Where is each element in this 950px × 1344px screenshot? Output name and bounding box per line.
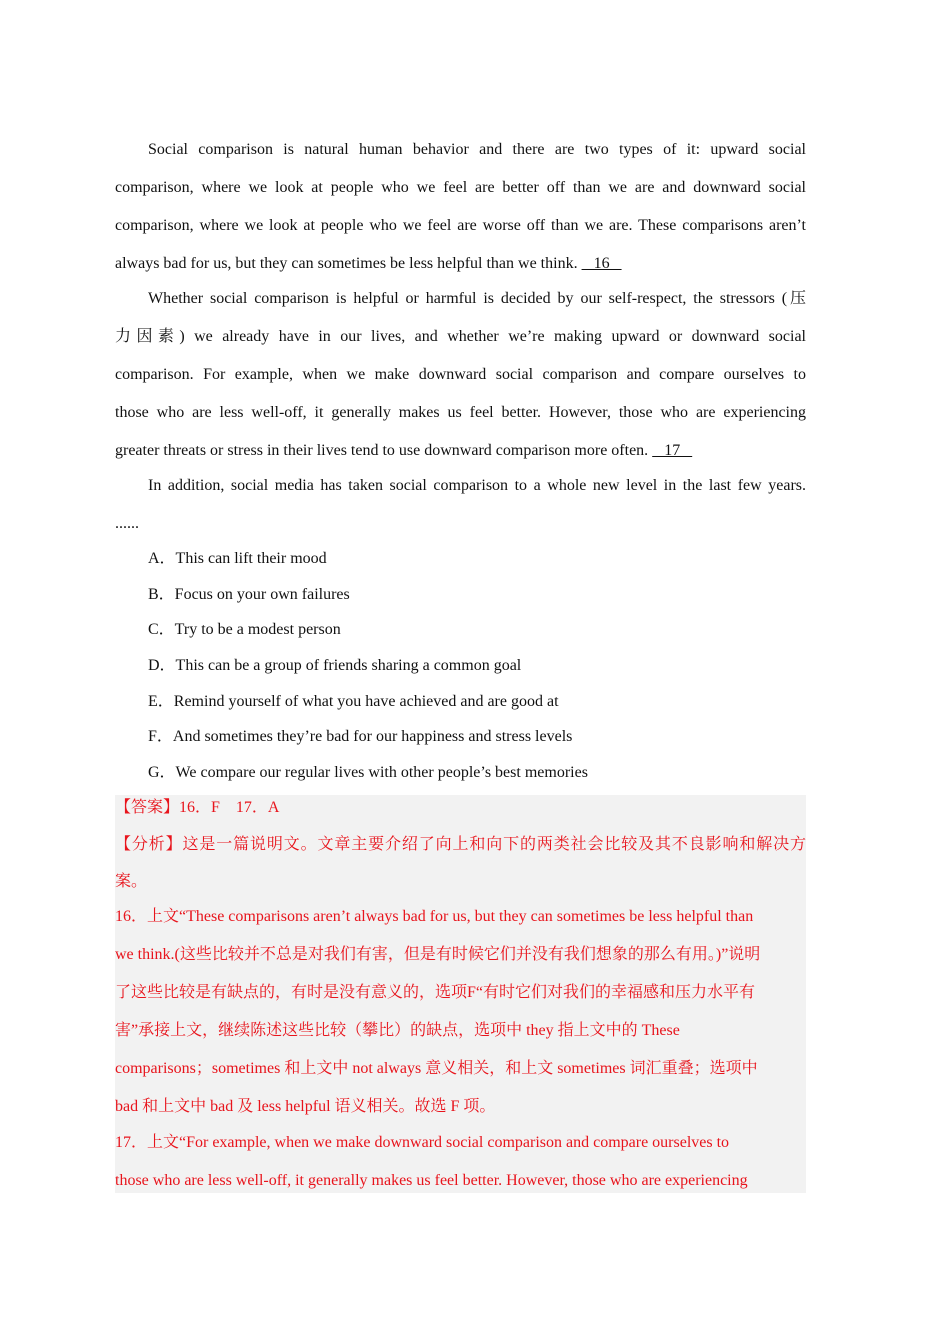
text-line [115,1132,806,1154]
line-text: G．We compare our regular lives with other people’s best memories [148,764,588,781]
line-text: comparison. For example, when we make downward social comparison and compare ourselves to [115,366,806,383]
line-text: 害”承接上文，继续陈述这些比较（攀比）的缺点，选项中 they 指上文中的 These [115,1022,680,1039]
line-text: In addition, social media has taken social comparison to a whole new level in the last few years. [148,477,806,494]
line-text: greater threats or stress in their lives tend to use downward comparison more often. [115,442,649,459]
line-text: 17．上文“For example, when we make downward social comparison and compare ourselves to [115,1134,730,1151]
text-line [115,1170,806,1192]
line-text: A．This can lift their mood [148,550,327,567]
line-text: comparison, where we look at people who we feel are worse off than we are. These comparisons aren’t [115,217,806,234]
text-line [115,513,806,535]
line-text: 力因素) we already have in our lives, and whether we’re making upward or downward social [115,328,806,345]
text-line [115,215,806,237]
text-line [148,288,806,310]
line-text: F．And sometimes they’re bad for our happiness and stress levels [148,728,573,745]
line-text: 【答案】16．F 17．A [115,799,280,816]
line-text: E．Remind yourself of what you have achieved and are good at [148,693,559,710]
text-line [115,440,806,462]
line-text: Whether social comparison is helpful or harmful is decided by our self-respect, the stressors (压 [148,290,806,307]
text-line [115,834,806,856]
line-text: C．Try to be a modest person [148,621,341,638]
line-text: those who are less well-off, it generally makes us feel better. However, those who are experiencing [115,404,806,421]
text-line [115,402,806,424]
line-text: ...... [115,515,139,532]
text-line [148,139,806,161]
answer-blank: 16 [581,255,622,272]
text-line [148,548,798,570]
line-text: B．Focus on your own failures [148,586,350,603]
text-line [115,1096,806,1118]
line-text: 了这些比较是有缺点的，有时是没有意义的，选项F“有时它们对我们的幸福感和压力水平有 [115,984,756,1001]
text-line [115,982,806,1004]
text-line [115,944,806,966]
line-text: comparisons；sometimes 和上文中 not always 意义相关，和上文 sometimes 词汇重叠；选项中 [115,1060,758,1077]
line-text: 16．上文“These comparisons aren’t always bad for us, but they can sometimes be less helpful than [115,908,754,925]
line-text: 【分析】这是一篇说明文。文章主要介绍了向上和向下的两类社会比较及其不良影响和解决方 [115,836,806,853]
text-line [115,364,806,386]
line-text: comparison, where we look at people who we feel are better off than we are and downward social [115,179,806,196]
line-text: bad 和上文中 bad 及 less helpful 语义相关。故选 F 项。 [115,1098,496,1115]
text-line [115,797,806,819]
line-text: we think.(这些比较并不总是对我们有害，但是有时候它们并没有我们想象的那么有用。)”说明 [115,946,761,963]
text-line [115,871,806,893]
answer-blank: 17 [652,442,693,459]
text-line [148,726,798,748]
text-line [148,475,806,497]
text-line [148,691,798,713]
text-line [115,1020,806,1042]
line-text: D．This can be a group of friends sharing a common goal [148,657,522,674]
text-line [148,655,798,677]
text-line [148,619,798,641]
text-line [148,584,798,606]
line-text: 案。 [115,873,148,890]
text-line [115,1058,806,1080]
line-text: always bad for us, but they can sometimes be less helpful than we think. [115,255,578,272]
text-line [115,253,806,275]
text-line [115,906,806,928]
text-line [148,762,798,784]
text-line [115,177,806,199]
text-line [115,326,806,348]
line-text: Social comparison is natural human behavior and there are two types of it: upward social [148,141,806,158]
line-text: those who are less well-off, it generally makes us feel better. However, those who are experiencing [115,1172,748,1189]
